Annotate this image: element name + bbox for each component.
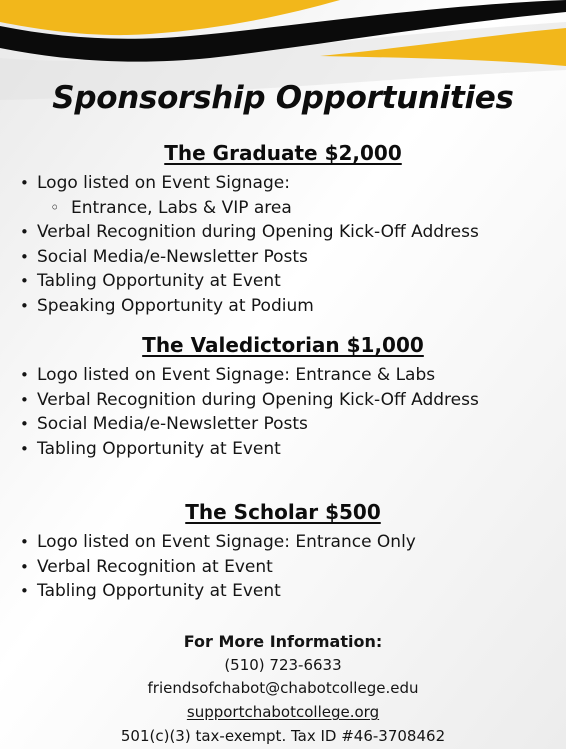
- benefits-list-graduate: [20, 171, 560, 319]
- tier-heading-graduate: The Graduate $2,000: [164, 141, 402, 165]
- list-item: • Logo listed on Event Signage:: [20, 171, 560, 196]
- list-item: • Tabling Opportunity at Event: [20, 269, 560, 294]
- list-sub-item: ◦ Entrance, Labs & VIP area: [20, 196, 560, 221]
- tier-heading-scholar: The Scholar $500: [185, 500, 381, 524]
- list-item: • Logo listed on Event Signage: Entrance Only: [20, 530, 560, 555]
- list-item: • Tabling Opportunity at Event: [20, 437, 560, 462]
- list-item: • Social Media/e-Newsletter Posts: [20, 245, 560, 270]
- tax-id-note: 501(c)(3) tax-exempt. Tax ID #46-3708462: [120, 726, 446, 745]
- list-item: • Verbal Recognition during Opening Kick-Off Address: [20, 220, 560, 245]
- list-item: • Logo listed on Event Signage: Entrance & Labs: [20, 363, 560, 388]
- list-item: • Speaking Opportunity at Podium: [20, 294, 560, 319]
- benefits-list-valedictorian: [20, 363, 560, 461]
- list-item: • Social Media/e-Newsletter Posts: [20, 412, 560, 437]
- list-item: • Verbal Recognition at Event: [20, 555, 560, 580]
- list-item: • Tabling Opportunity at Event: [20, 579, 560, 604]
- benefits-list-scholar: [20, 530, 560, 604]
- page-title: Sponsorship Opportunities: [52, 80, 514, 116]
- list-item: • Verbal Recognition during Opening Kick-Off Address: [20, 388, 492, 413]
- contact-heading: For More Information:: [183, 632, 383, 651]
- tier-heading-valedictorian: The Valedictorian $1,000: [142, 333, 424, 357]
- website-link[interactable]: supportchabotcollege.org: [186, 703, 380, 722]
- contact-email[interactable]: friendsofchabot@chabotcollege.edu: [147, 679, 419, 698]
- contact-info: [0, 630, 566, 749]
- contact-phone[interactable]: (510) 723-6633: [224, 655, 342, 674]
